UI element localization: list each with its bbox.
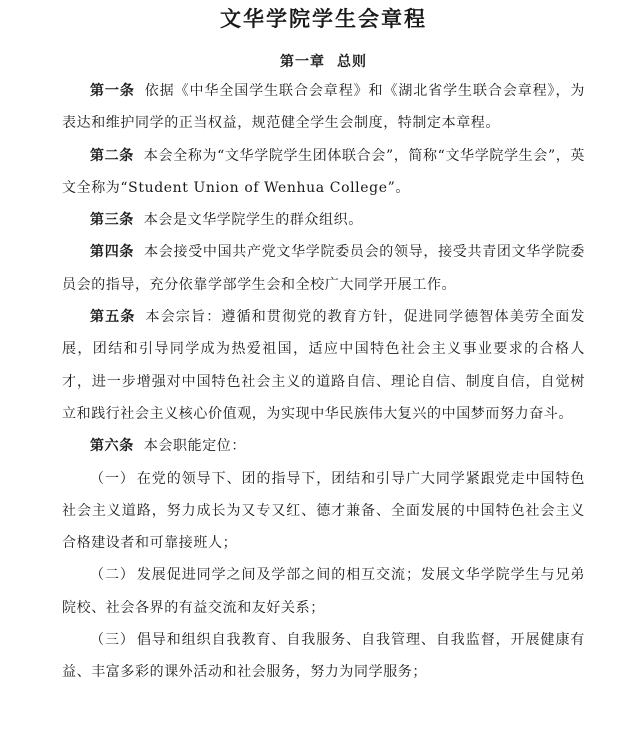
article-label: 第三条 bbox=[90, 212, 134, 229]
chapter-number: 第一章 bbox=[280, 54, 325, 70]
article-6 bbox=[62, 430, 585, 462]
item-number: （三） bbox=[90, 632, 135, 649]
article-label: 第四条 bbox=[90, 244, 135, 261]
article-3 bbox=[62, 204, 585, 236]
document-page bbox=[0, 4, 643, 741]
list-item bbox=[62, 624, 585, 689]
item-text: 发展促进同学之间及学部之间的相互交流；发展文华学院学生与兄弟院校、社会各界的有益交流和友好关系； bbox=[62, 567, 585, 616]
article-4 bbox=[62, 236, 585, 301]
article-text: 依据《中华全国学生联合会章程》和《湖北省学生联合会章程》，为表达和维护同学的正当权益，规范健全学生会制度，特制定本章程。 bbox=[62, 83, 585, 132]
list-item bbox=[62, 559, 585, 624]
article-text: 本会接受中国共产党文华学院委员会的领导，接受共青团文华学院委员会的指导，充分依靠学部学生会和全校广大同学开展工作。 bbox=[62, 244, 585, 293]
article-label: 第一条 bbox=[90, 83, 135, 99]
article-text: 本会全称为“文华学院学生团体联合会”，简称“文华学院学生会”，英文全称为“Student Union of Wenhua College”。 bbox=[62, 147, 585, 196]
item-number: （二） bbox=[90, 567, 135, 584]
article-label: 第二条 bbox=[90, 147, 134, 164]
article-text: 本会宗旨：遵循和贯彻党的教育方针，促进同学德智体美劳全面发展，团结和引导同学成为热爱祖国，适应中国特色社会主义事业要求的合格人才，进一步增强对中国特色社会主义的道路自信、理论自信、制度自信，自觉树立和践行社会主义核心价值观，为实现中华民族伟大复兴的中国梦而努力奋斗。 bbox=[62, 309, 585, 422]
article-5 bbox=[62, 301, 585, 430]
item-text: 倡导和组织自我教育、自我服务、自我管理、自我监督，开展健康有益、丰富多彩的课外活动和社会服务，努力为同学服务； bbox=[62, 632, 585, 681]
article-2 bbox=[62, 140, 585, 205]
item-number: （一） bbox=[90, 470, 135, 487]
article-text: 本会职能定位： bbox=[143, 438, 247, 455]
article-1 bbox=[62, 75, 585, 140]
list-item bbox=[62, 463, 585, 560]
article-label: 第五条 bbox=[90, 309, 136, 326]
chapter-name: 总则 bbox=[337, 54, 367, 70]
chapter-heading bbox=[62, 49, 585, 75]
article-label: 第六条 bbox=[90, 438, 134, 455]
article-text: 本会是文华学院学生的群众组织。 bbox=[143, 212, 363, 229]
item-text: 在党的领导下、团的指导下，团结和引导广大同学紧跟党走中国特色社会主义道路，努力成长为又专又红、德才兼备、全面发展的中国特色社会主义合格建设者和可靠接班人； bbox=[62, 470, 585, 552]
document-title: 文华学院学生会章程 bbox=[220, 6, 427, 31]
